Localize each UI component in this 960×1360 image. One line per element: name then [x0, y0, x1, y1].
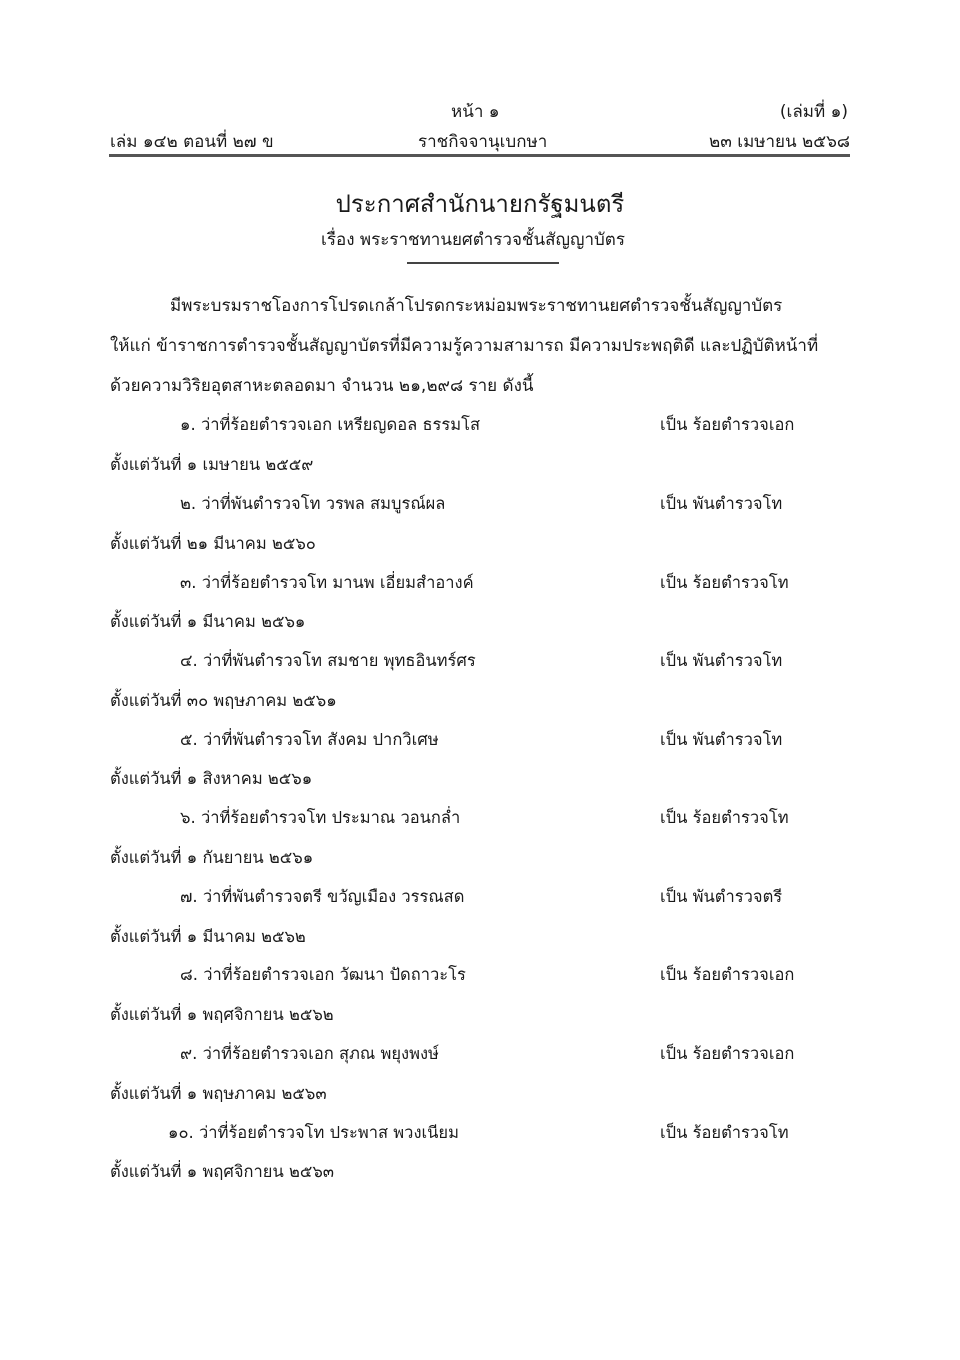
paragraph-line-2: ให้แก่ ข้าราชการตำรวจชั้นสัญญาบัตรที่มีความรู้ความสามารถ มีความประพฤติดี และปฏิบัติหน้าที่	[110, 336, 819, 356]
entry-8-effective: ตั้งแต่วันที่ ๑ พฤศจิกายน ๒๕๖๒	[110, 1005, 334, 1024]
announcement-subject: เรื่อง พระราชทานยศตำรวจชั้นสัญญาบัตร	[321, 230, 625, 250]
entry-4-name: ๔. ว่าที่พันตำรวจโท สมชาย พุทธอินทร์ศร	[180, 651, 476, 670]
entry-3-name: ๓. ว่าที่ร้อยตำรวจโท มานพ เอี่ยมสำอางค์	[180, 573, 474, 592]
volume-info: เล่ม ๑๔๒ ตอนที่ ๒๗ ข	[110, 132, 274, 152]
entry-8-name: ๘. ว่าที่ร้อยตำรวจเอก วัฒนา ปัดถาวะโร	[180, 965, 466, 984]
announcement-title: ประกาศสำนักนายกรัฐมนตรี	[335, 190, 625, 218]
entry-10-effective: ตั้งแต่วันที่ ๑ พฤศจิกายน ๒๕๖๓	[110, 1162, 335, 1181]
gazette-date: ๒๓ เมษายน ๒๕๖๘	[709, 132, 850, 152]
entry-7-effective: ตั้งแต่วันที่ ๑ มีนาคม ๒๕๖๒	[110, 927, 306, 946]
entry-2-effective: ตั้งแต่วันที่ ๒๑ มีนาคม ๒๕๖๐	[110, 534, 316, 553]
entry-1-rank: เป็น ร้อยตำรวจเอก	[660, 415, 795, 434]
entry-9-name: ๙. ว่าที่ร้อยตำรวจเอก สุภณ พยุงพงษ์	[180, 1044, 439, 1063]
volume-part: (เล่มที่ ๑)	[779, 102, 848, 122]
entry-5-rank: เป็น พันตำรวจโท	[660, 730, 783, 749]
entry-5-effective: ตั้งแต่วันที่ ๑ สิงหาคม ๒๕๖๑	[110, 769, 313, 788]
entry-8-rank: เป็น ร้อยตำรวจเอก	[660, 965, 795, 984]
entry-6-name: ๖. ว่าที่ร้อยตำรวจโท ประมาณ วอนกล่ำ	[180, 808, 461, 827]
entry-6-effective: ตั้งแต่วันที่ ๑ กันยายน ๒๕๖๑	[110, 848, 314, 867]
entry-2-rank: เป็น พันตำรวจโท	[660, 494, 783, 513]
title-divider	[407, 262, 559, 264]
entry-4-effective: ตั้งแต่วันที่ ๓๐ พฤษภาคม ๒๕๖๑	[110, 691, 337, 710]
entry-1-name: ๑. ว่าที่ร้อยตำรวจเอก เหรียญดอล ธรรมโส	[180, 415, 481, 434]
entry-7-rank: เป็น พันตำรวจตรี	[660, 887, 783, 906]
entry-7-name: ๗. ว่าที่พันตำรวจตรี ขวัญเมือง วรรณสด	[180, 887, 465, 906]
entry-5-name: ๕. ว่าที่พันตำรวจโท สังคม ปากวิเศษ	[180, 730, 439, 749]
entry-6-rank: เป็น ร้อยตำรวจโท	[660, 808, 789, 827]
entry-3-effective: ตั้งแต่วันที่ ๑ มีนาคม ๒๕๖๑	[110, 612, 306, 631]
page-number: หน้า ๑	[451, 102, 500, 122]
entry-4-rank: เป็น พันตำรวจโท	[660, 651, 783, 670]
entry-1-effective: ตั้งแต่วันที่ ๑ เมษายน ๒๕๕๙	[110, 455, 314, 474]
entry-10-name: ๑๐. ว่าที่ร้อยตำรวจโท ประพาส พวงเนียม	[168, 1123, 459, 1142]
entry-10-rank: เป็น ร้อยตำรวจโท	[660, 1123, 789, 1142]
entry-9-rank: เป็น ร้อยตำรวจเอก	[660, 1044, 795, 1063]
entry-2-name: ๒. ว่าที่พันตำรวจโท วรพล สมบูรณ์ผล	[180, 494, 446, 513]
header-divider	[109, 154, 850, 157]
gazette-name: ราชกิจจานุเบกษา	[418, 132, 548, 152]
paragraph-line-3: ด้วยความวิริยอุตสาหะตลอดมา จำนวน ๒๑,๒๙๘ ราย ดังนี้	[110, 376, 534, 396]
entry-3-rank: เป็น ร้อยตำรวจโท	[660, 573, 789, 592]
paragraph-line-1: มีพระบรมราชโองการโปรดเกล้าโปรดกระหม่อมพระราชทานยศตำรวจชั้นสัญญาบัตร	[170, 296, 783, 316]
entry-9-effective: ตั้งแต่วันที่ ๑ พฤษภาคม ๒๕๖๓	[110, 1084, 327, 1103]
